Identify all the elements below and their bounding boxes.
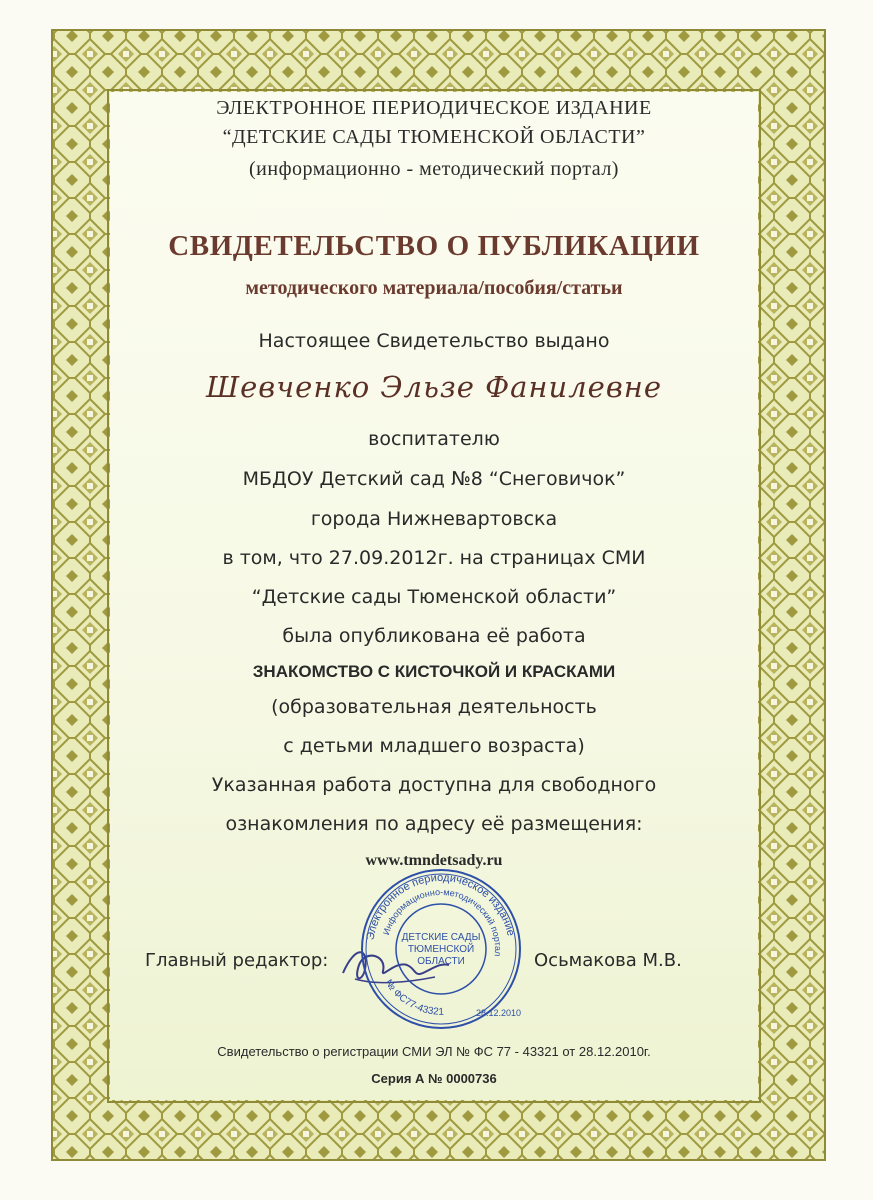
official-stamp	[358, 866, 524, 1032]
stamp-center-line-1: ДЕТСКИЕ САДЫ	[401, 932, 481, 943]
publisher-line-2: “ДЕТСКИЕ САДЫ ТЮМЕНСКОЙ ОБЛАСТИ”	[222, 126, 646, 148]
certificate-subtitle: методического материала/пособия/статьи	[245, 277, 623, 299]
published-line: была опубликована её работа	[282, 625, 586, 647]
work-description-line-2: с детьми младшего возраста)	[283, 735, 585, 757]
stamp-center-line-2: ТЮМЕНСКОЙ	[407, 944, 475, 955]
registration-line: Свидетельство о регистрации СМИ ЭЛ № ФС 77 - 43321 от 28.12.2010г.	[217, 1044, 651, 1059]
publisher-line-3: (информационно - методический портал)	[249, 158, 619, 180]
work-title: ЗНАКОМСТВО С КИСТОЧКОЙ И КРАСКАМИ	[252, 662, 616, 681]
stamp-inner-text: Информационно-методический портал	[380, 886, 504, 957]
certificate-title: СВИДЕТЕЛЬСТВО О ПУБЛИКАЦИИ	[168, 230, 700, 262]
stamp-date: 28.12.2010	[476, 1008, 522, 1018]
stamp-number: № ФС77-43321	[382, 977, 444, 1018]
access-line-2: ознакомления по адресу её размещения:	[225, 813, 643, 835]
work-description-line-1: (образовательная деятельность	[271, 696, 597, 718]
series-number: Серия А № 0000736	[371, 1071, 497, 1086]
media-name-line: “Детские сады Тюменской области”	[251, 586, 617, 608]
website-link[interactable]: www.tmndetsady.ru	[365, 852, 503, 869]
editor-name: Осьмакова М.В.	[534, 950, 682, 971]
city-line: города Нижневартовска	[310, 508, 558, 530]
recipient-position: воспитателю	[368, 428, 500, 450]
publisher-line-1: ЭЛЕКТРОННОЕ ПЕРИОДИЧЕСКОЕ ИЗДАНИЕ	[216, 97, 652, 119]
stamp-outer-text: Электронное периодическое издание	[364, 871, 517, 942]
stamp-center-line-3: ОБЛАСТИ	[417, 956, 465, 967]
editor-label: Главный редактор:	[145, 950, 329, 971]
issued-to-line: Настоящее Свидетельство выдано	[258, 330, 610, 352]
organization-line: МБДОУ Детский сад №8 “Снеговичок”	[242, 468, 626, 490]
publication-date-line: в том, что 27.09.2012г. на страницах СМИ	[222, 547, 646, 569]
recipient-name: Шевченко Эльзе Фанилевне	[206, 370, 662, 404]
access-line-1: Указанная работа доступна для свободного	[211, 774, 657, 796]
